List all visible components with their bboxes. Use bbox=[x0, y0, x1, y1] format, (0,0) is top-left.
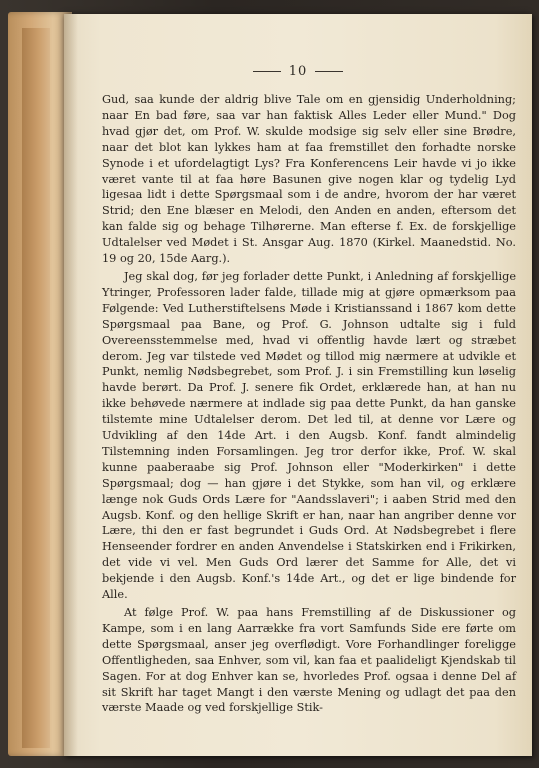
paragraph-1: Gud, saa kunde der aldrig blive Tale om en gjensidig Underholdning; naar En bad føre, saa var han faktisk Alles Leder eller Mund." Dog hvad gjør det, om Prof. W. skulde modsige sig selv eller sine Brødre, naar det blot kan lykkes ham at faa fremstillet den forhadte norske Synode i et ufordelagtigt Lys? Fra Konferencens Leir havde vi jo ikke været vante til at faa høre Basunen give nogen klar og tydelig Lyd ligesaa lidt i dette Spørgsmaal som i de andre, hvorom der har været Strid; den Ene blæser en Melodi, den Anden en anden, eftersom det kan falde sig og behage Tilhørerne. Man efterse f. Ex. de forskjellige Udtalelser ved Mødet i St. Ansgar Aug. 1870 (Kirkel. Maanedstid. No. 19 og 20, 15de Aarg.). bbox=[102, 93, 516, 266]
page-edges bbox=[22, 28, 50, 748]
book-page bbox=[64, 14, 532, 756]
page-number-header bbox=[64, 64, 532, 79]
paragraph-2: Jeg skal dog, før jeg forlader dette Punkt, i Anledning af forskjellige Ytringer, Professoren lader falde, tillade mig at gjøre opmærksom paa Følgende: Ved Lutherstiftelsens Møde i Kristianssand i 1867 kom dette Spørgsmaal paa Bane, og Prof. G. Johnson udtalte sig i fuld Overeensstemmelse med, hvad vi offentlig havde lært og stræbet derom. Jeg var tilstede ved Mødet og tillod mig nærmere at udvikle et Punkt, nemlig Nødsbegrebet, som Prof. J. i sin Fremstilling kun løselig havde berørt. Da Prof. J. senere fik Ordet, erklærede han, at han nu ikke behøvede nærmere at indlade sig paa dette Punkt, da han ganske tilstemte mine Udtalelser derom. Det led til, at denne vor Lære og Udvikling af den 14de Art. i den Augsb. Konf. fandt almindelig Tilstemning inden Forsamlingen. Jeg tror derfor ikke, Prof. W. skal kunne paaberaabe sig Prof. Johnson eller "Moderkirken" i dette Spørgsmaal; dog — han gjøre i det Stykke, som han vil, og erklære længe nok Guds Ords Lære for "Aandsslaveri"; i aaben Strid med den Augsb. Konf. og den hellige Skrift er han, naar han angriber denne vor Lære, thi den er fast begrundet i Guds Ord. At Nødsbegrebet i flere Henseender fordrer en anden Anvendelse i Statskirken end i Frikirken, det vide vi vel. Men Guds Ord lærer det Samme for Alle, det vi bekjende i den Augsb. Konf.'s 14de Art., og det er lige bindende for Alle. bbox=[102, 269, 516, 602]
page-number: 10 bbox=[288, 64, 308, 79]
body-text bbox=[102, 92, 516, 716]
paragraph-3: At følge Prof. W. paa hans Fremstilling af de Diskussioner og Kampe, som i en lang Aarrække fra vort Samfunds Side ere førte om dette Spørgsmaal, anser jeg overflødigt. Vore Forhandlinger foreligge Offentligheden, saa Enhver, som vil, kan faa et paalideligt Kjendskab til Sagen. For at dog Enhver kan se, hvorledes Prof. ogsaa i denne Del af sit Skrift har taget Mangt i den værste Mening og udlagt det paa den værste Maade og ved forskjellige Stik- bbox=[102, 606, 516, 715]
page-fold-shadow bbox=[64, 14, 78, 756]
header-dash-left bbox=[253, 71, 281, 72]
book-spine bbox=[8, 12, 72, 756]
header-dash-right bbox=[315, 71, 343, 72]
